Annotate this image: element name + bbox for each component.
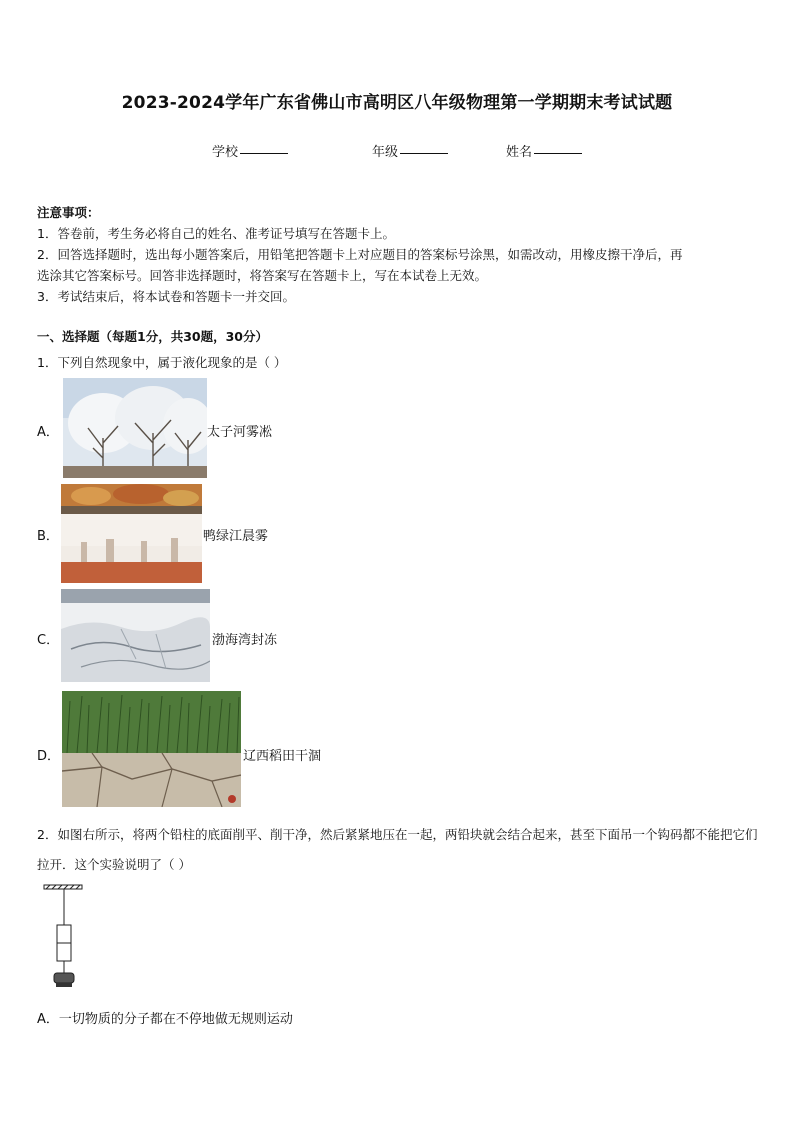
grade-label: 年级 (372, 145, 399, 160)
name-field (506, 141, 582, 160)
rime-trees-image (63, 378, 207, 478)
frozen-bay-image (61, 589, 210, 682)
section-title: 一、选择题（每题1分，共30题，30分） (37, 329, 268, 344)
lead-cylinder-diagram (42, 883, 86, 993)
notice-block (37, 202, 767, 307)
q1-option-c-caption: 渤海湾封冻 (212, 633, 278, 648)
name-blank (534, 153, 582, 154)
notice-item: 3．考试结束后，将本试卷和答题卡一并交回。 (37, 289, 295, 304)
school-blank (240, 153, 288, 154)
dry-paddy-image (62, 691, 241, 807)
grade-blank (400, 153, 448, 154)
q1-option-c-letter: C． (37, 633, 60, 648)
q1-option-a-letter: A． (37, 425, 59, 440)
question-1-stem: 1．下列自然现象中，属于液化现象的是（ ） (37, 355, 287, 370)
notice-item: 选涂其它答案标号。回答非选择题时，将答案写在答题卡上，写在本试卷上无效。 (37, 268, 488, 283)
school-label: 学校 (212, 145, 239, 160)
q1-option-b-letter: B． (37, 529, 59, 544)
grade-field (372, 141, 448, 160)
notice-item: 1．答卷前，考生务必将自己的姓名、准考证号填写在答题卡上。 (37, 226, 395, 241)
morning-fog-image (61, 484, 202, 583)
q1-option-a-caption: 太子河雾凇 (207, 425, 273, 440)
q2-option-a: A．一切物质的分子都在不停地做无规则运动 (37, 1012, 293, 1027)
notice-item: 2．回答选择题时，选出每小题答案后，用铅笔把答题卡上对应题目的答案标号涂黑，如需改动，用橡皮擦干净后，再 (37, 247, 683, 262)
question-2-stem: 2．如图右所示，将两个铅柱的底面削平、削干净，然后紧紧地压在一起，两铅块就会结合起来，甚至下面吊一个钩码都不能把它们拉开．这个实验说明了（ ） (37, 827, 758, 872)
name-label: 姓名 (506, 145, 533, 160)
q1-option-b-caption: 鸭绿江晨雾 (203, 529, 269, 544)
school-field (212, 141, 288, 160)
notice-heading: 注意事项： (37, 205, 100, 220)
q1-option-d-caption: 辽西稻田干涸 (243, 749, 322, 764)
q1-option-d-letter: D． (37, 749, 61, 764)
page-title: 2023-2024学年广东省佛山市高明区八年级物理第一学期期末考试试题 (121, 93, 673, 113)
